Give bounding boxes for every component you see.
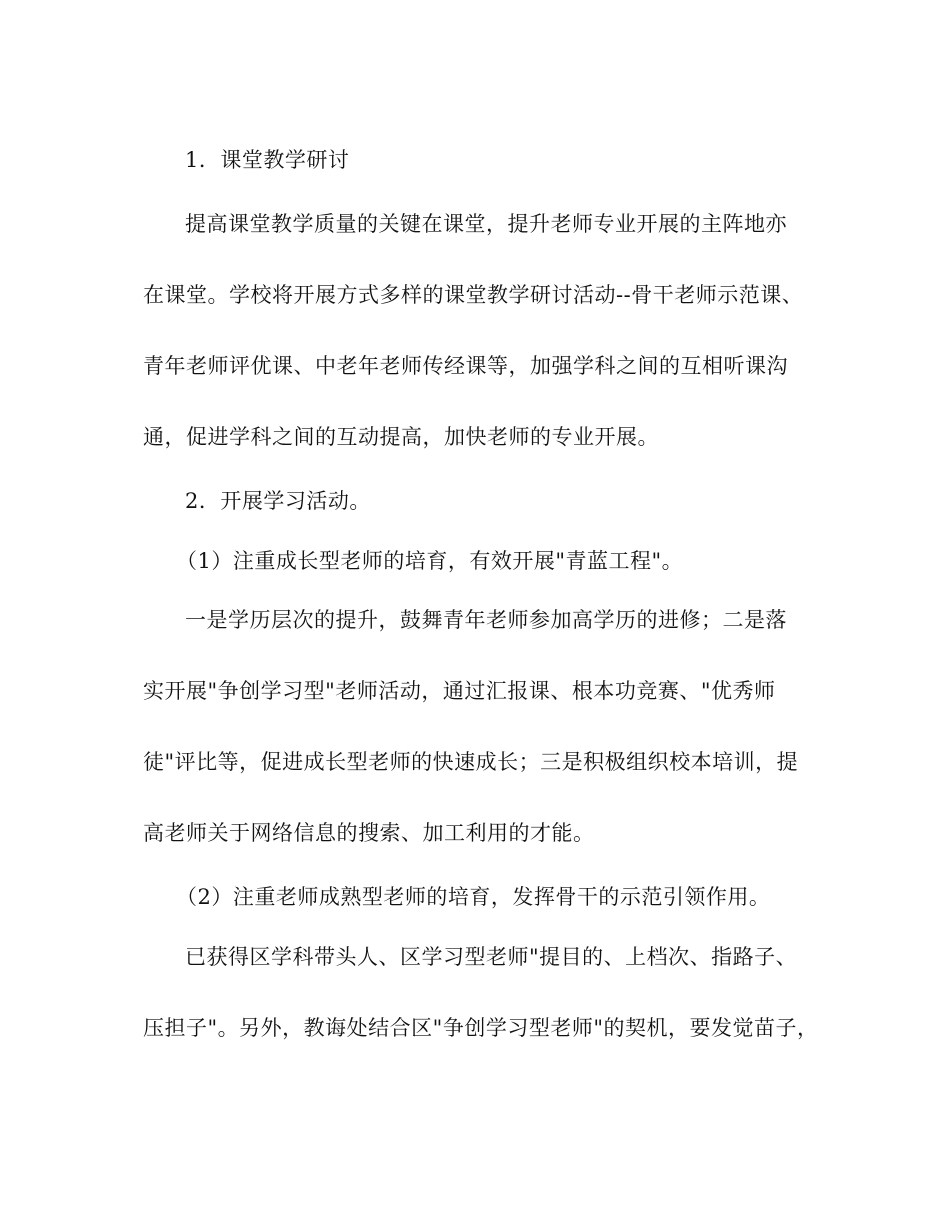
heading-classroom-teaching-research: 1．课堂教学研讨 [185,148,350,172]
subheading-growth-teachers: （1）注重成长型老师的培育，有效开展"青蓝工程"。 [176,549,684,573]
paragraph-line: 高老师关于网络信息的搜索、加工利用的才能。 [143,821,595,845]
paragraph-line: 徒"评比等，促进成长型老师的快速成长；三是积极组织校本培训，提 [143,750,799,774]
paragraph-line: 实开展"争创学习型"老师活动，通过汇报课、根本功竞赛、"优秀师 [143,679,776,703]
paragraph-line: 已获得区学科带头人、区学习型老师"提目的、上档次、指路子、 [185,945,798,969]
paragraph-line: 青年老师评优课、中老年老师传经课等，加强学科之间的互相听课沟 [143,354,788,378]
heading-learning-activities: 2．开展学习活动。 [185,489,371,513]
subheading-mature-teachers: （2）注重老师成熟型老师的培育，发挥骨干的示范引领作用。 [176,885,771,909]
paragraph-line: 在课堂。学校将开展方式多样的课堂教学研讨活动--骨干老师示范课、 [143,283,804,307]
paragraph-line: 提高课堂教学质量的关键在课堂，提升老师专业开展的主阵地亦 [185,212,787,236]
paragraph-line: 压担子"。另外，教诲处结合区"争创学习型老师"的契机，要发觉苗子， [143,1016,819,1040]
paragraph-line: 通，促进学科之间的互动提高，加快老师的专业开展。 [143,425,659,449]
paragraph-line: 一是学历层次的提升，鼓舞青年老师参加高学历的进修；二是落 [185,608,787,632]
